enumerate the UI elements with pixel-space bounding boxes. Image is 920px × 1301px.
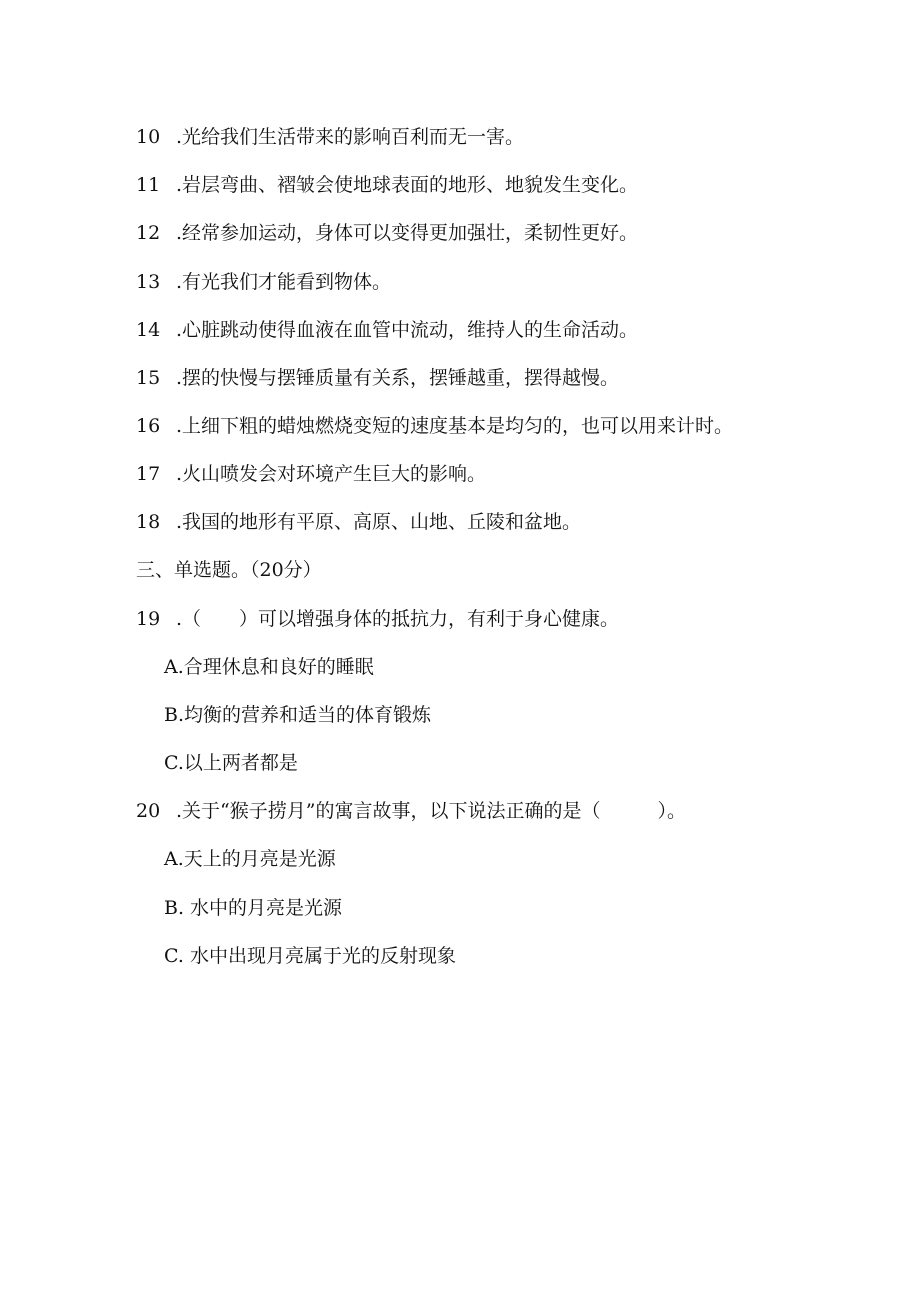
question-text: .关于“猴子捞月”的寓言故事，以下说法正确的是（ ）。	[176, 800, 686, 822]
option-c: C.以上两者都是	[164, 752, 298, 774]
item-number: 17	[136, 463, 161, 485]
item-text: .有光我们才能看到物体。	[176, 271, 392, 293]
option-a: A.天上的月亮是光源	[164, 848, 336, 870]
question-number: 20	[136, 800, 161, 822]
item-number: 11	[136, 174, 161, 196]
item-number: 14	[136, 319, 161, 341]
judgement-item-14	[136, 315, 638, 345]
item-text: .火山喷发会对环境产生巨大的影响。	[176, 463, 487, 485]
item-number: 15	[136, 367, 161, 389]
judgement-item-13	[136, 267, 391, 297]
judgement-item-12	[136, 218, 638, 248]
item-number: 10	[136, 126, 161, 148]
item-text: .上细下粗的蜡烛燃烧变短的速度基本是均匀的，也可以用来计时。	[176, 415, 734, 437]
item-text: .光给我们生活带来的影响百利而无一害。	[176, 126, 525, 148]
judgement-item-11	[136, 170, 638, 200]
option-a: A.合理休息和良好的睡眠	[164, 656, 374, 678]
item-text: .心脏跳动使得血液在血管中流动，维持人的生命活动。	[176, 319, 639, 341]
item-number: 18	[136, 511, 161, 533]
option-c: C. 水中出现月亮属于光的反射现象	[164, 945, 456, 967]
question-19	[136, 604, 619, 634]
question-20	[136, 796, 686, 826]
item-text: .摆的快慢与摆锤质量有关系，摆锤越重，摆得越慢。	[176, 367, 620, 389]
item-text: .岩层弯曲、褶皱会使地球表面的地形、地貌发生变化。	[176, 174, 639, 196]
judgement-item-15	[136, 363, 619, 393]
question-number: 19	[136, 608, 161, 630]
item-text: .我国的地形有平原、高原、山地、丘陵和盆地。	[176, 511, 582, 533]
item-text: .经常参加运动，身体可以变得更加强壮，柔韧性更好。	[176, 222, 639, 244]
section-heading: 三、单选题。（20分）	[136, 559, 322, 581]
item-number: 16	[136, 415, 161, 437]
option-b: B.均衡的营养和适当的体育锻炼	[164, 704, 432, 726]
question-text: .（ ）可以增强身体的抵抗力，有利于身心健康。	[176, 608, 620, 630]
judgement-item-16	[136, 411, 733, 441]
judgement-item-18	[136, 507, 581, 537]
judgement-item-10	[136, 122, 524, 152]
judgement-item-17	[136, 459, 486, 489]
item-number: 13	[136, 271, 161, 293]
option-b: B. 水中的月亮是光源	[164, 897, 343, 919]
item-number: 12	[136, 222, 161, 244]
